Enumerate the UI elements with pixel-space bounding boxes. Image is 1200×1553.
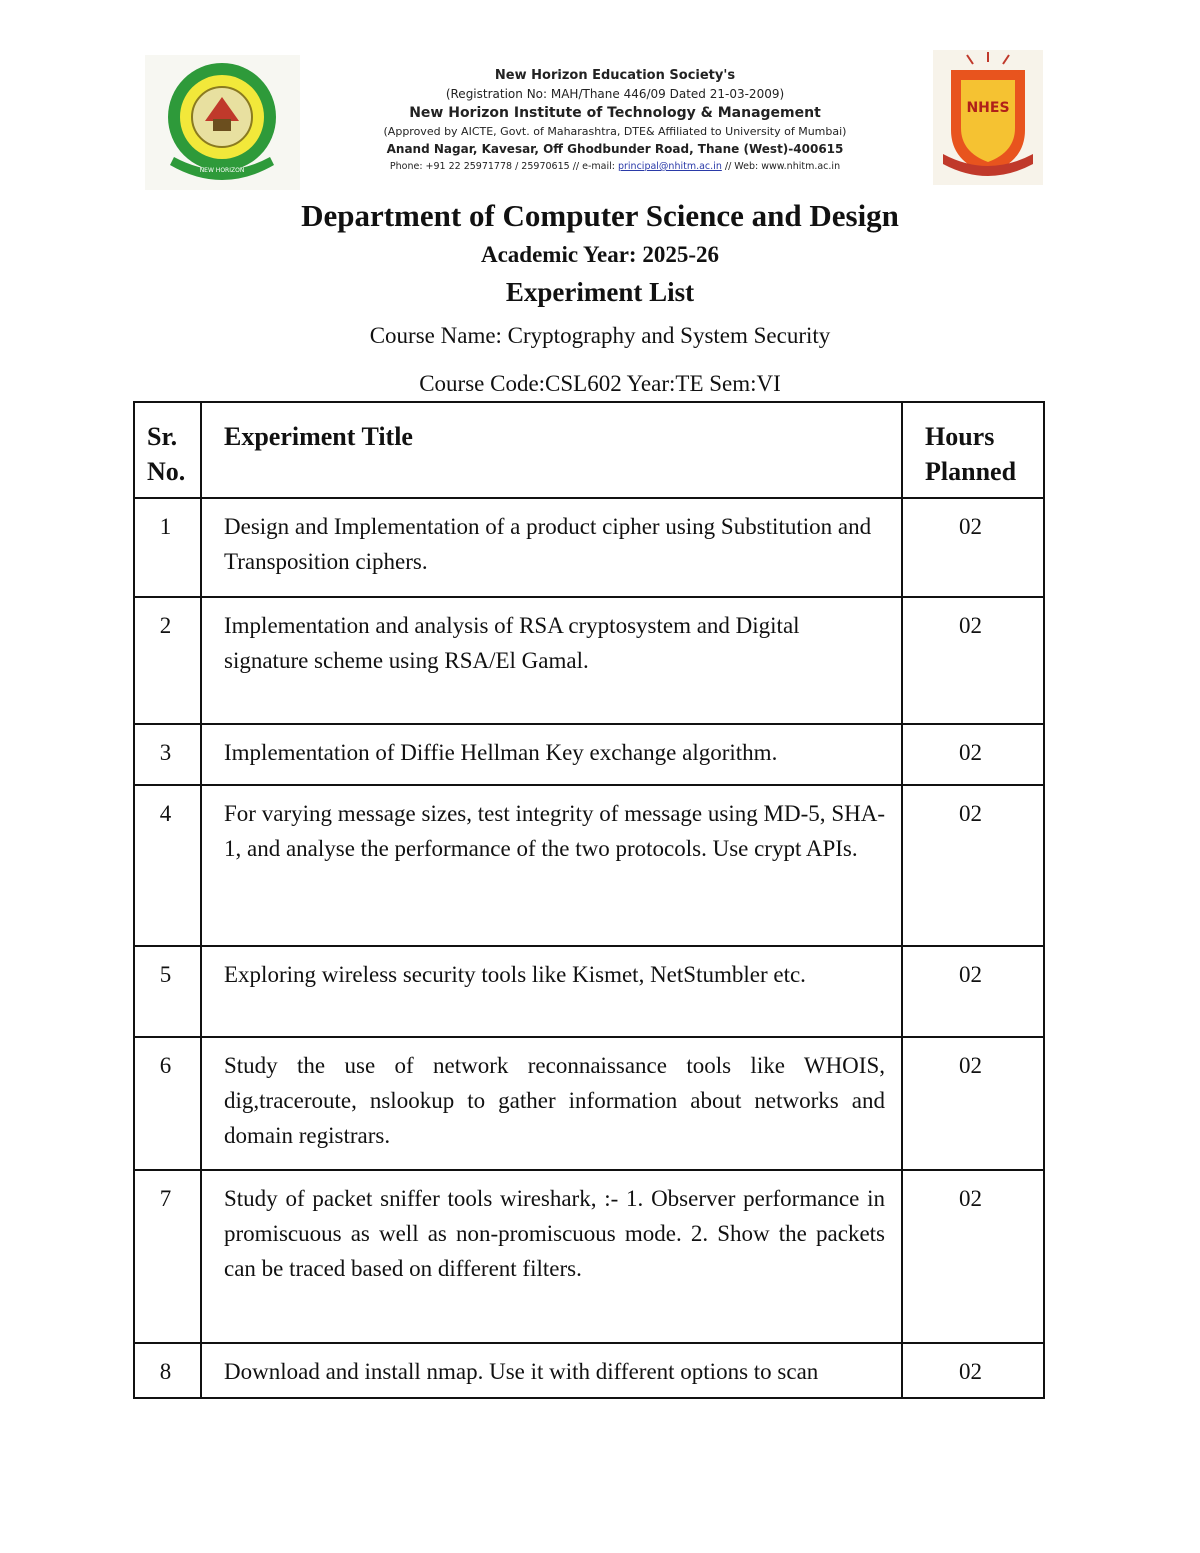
contact-line — [310, 158, 920, 175]
society-name: New Horizon Education Society's — [494, 68, 736, 83]
row-title: Study the use of network reconnaissance tools like WHOIS, dig,traceroute, nslookup to gather information about networks and domain registrars. — [201, 1037, 902, 1170]
approval-line: (Approved by AICTE, Govt. of Maharashtra, DTE& Affiliated to University of Mumbai) — [383, 125, 847, 138]
row-title: Implementation and analysis of RSA cryptosystem and Digital signature scheme using RSA/El Gamal. — [201, 597, 902, 724]
row-title: Exploring wireless security tools like Kismet, NetStumbler etc. — [201, 946, 902, 1037]
row-sr-no: 6 — [134, 1037, 201, 1170]
table-row — [134, 724, 1044, 785]
web-text: // Web: www.nhitm.ac.in — [724, 161, 841, 172]
row-hours: 02 — [902, 1343, 1044, 1398]
table-header-row — [134, 402, 1044, 498]
header-hours-line1: Hours — [925, 422, 995, 451]
header-sr-line2: No. — [147, 457, 186, 486]
row-hours: 02 — [902, 498, 1044, 597]
row-title: Implementation of Diffie Hellman Key exchange algorithm. — [201, 724, 902, 785]
experiment-table — [133, 401, 1045, 1399]
row-hours: 02 — [902, 597, 1044, 724]
course-code: Course Code:CSL602 Year:TE Sem:VI — [419, 371, 781, 396]
document-title: Experiment List — [505, 277, 695, 307]
right-logo-text: NHES — [966, 100, 1010, 116]
table-row — [134, 1170, 1044, 1343]
institute-seal-logo — [145, 55, 300, 190]
row-sr-no: 3 — [134, 724, 201, 785]
header-sr-line1: Sr. — [147, 422, 178, 451]
row-hours: 02 — [902, 785, 1044, 946]
row-title: For varying message sizes, test integrity of message using MD-5, SHA-1, and analyse the performance of the two protocols. Use crypt APIs. — [201, 785, 902, 946]
course-name: Course Name: Cryptography and System Security — [369, 323, 831, 348]
row-sr-no: 5 — [134, 946, 201, 1037]
row-title: Design and Implementation of a product cipher using Substitution and Transposition ciphers. — [201, 498, 902, 597]
row-title: Study of packet sniffer tools wireshark, :- 1. Observer performance in promiscuous as well as non-promiscuous mode. 2. Show the packets can be traced based on different filters. — [201, 1170, 902, 1343]
left-logo-text: NEW HORIZON — [199, 167, 245, 174]
table-row — [134, 785, 1044, 946]
institute-name: New Horizon Institute of Technology & Management — [409, 105, 821, 121]
header-sr-no — [134, 402, 201, 498]
academic-year: Academic Year: 2025-26 — [480, 242, 720, 267]
phone-text: Phone: +91 22 25971778 / 25970615 — [389, 161, 570, 172]
registration-line: (Registration No: MAH/Thane 446/09 Dated 21-03-2009) — [445, 87, 785, 101]
email-label: // e-mail: — [572, 161, 615, 172]
table-row — [134, 1343, 1044, 1398]
society-crest-logo — [933, 50, 1043, 185]
row-hours: 02 — [902, 724, 1044, 785]
header-experiment-title: Experiment Title — [201, 402, 902, 498]
letterhead — [145, 50, 1045, 190]
header-hours-planned — [902, 402, 1044, 498]
row-hours: 02 — [902, 1037, 1044, 1170]
table-row — [134, 1037, 1044, 1170]
row-sr-no: 8 — [134, 1343, 201, 1398]
letterhead-text — [310, 66, 920, 175]
row-sr-no: 2 — [134, 597, 201, 724]
header-hours-line2: Planned — [925, 457, 1017, 486]
department-title: Department of Computer Science and Design — [301, 198, 899, 233]
table-row — [134, 597, 1044, 724]
row-hours: 02 — [902, 946, 1044, 1037]
address-line: Anand Nagar, Kavesar, Off Ghodbunder Road, Thane (West)-400615 — [386, 142, 844, 156]
table-row — [134, 498, 1044, 597]
row-sr-no: 7 — [134, 1170, 201, 1343]
row-sr-no: 1 — [134, 498, 201, 597]
row-sr-no: 4 — [134, 785, 201, 946]
row-hours: 02 — [902, 1170, 1044, 1343]
table-row — [134, 946, 1044, 1037]
row-title: Download and install nmap. Use it with different options to scan — [201, 1343, 902, 1398]
email-link[interactable]: principal@nhitm.ac.in — [617, 161, 722, 172]
